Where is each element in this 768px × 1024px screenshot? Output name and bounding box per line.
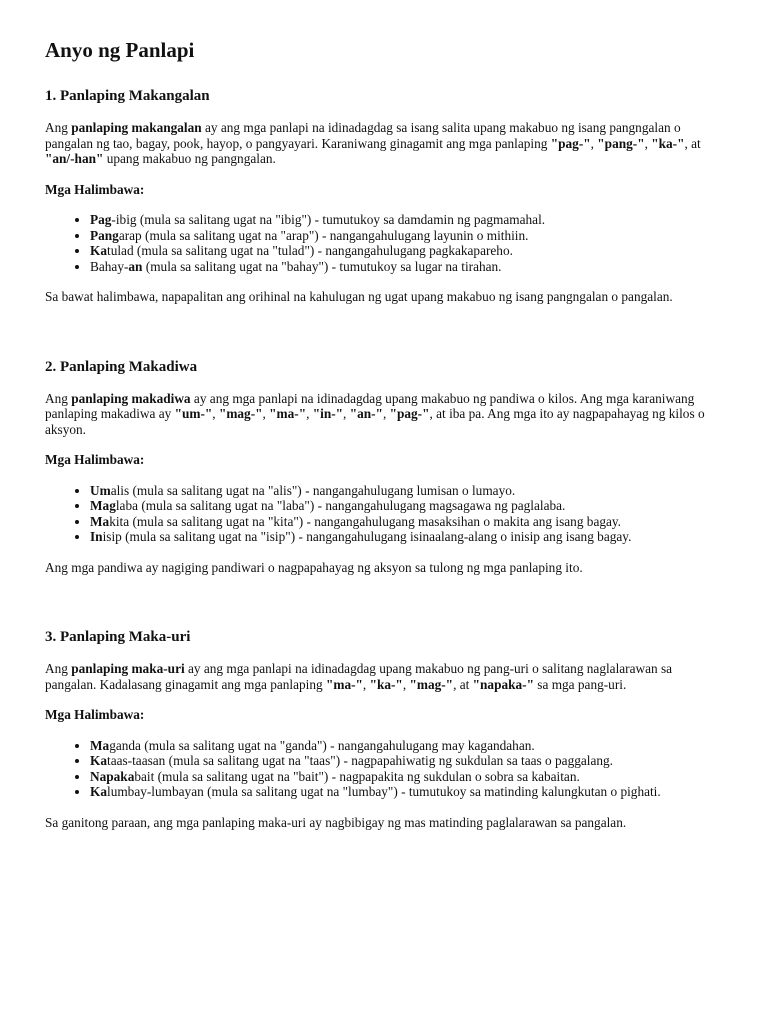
examples-list xyxy=(45,483,723,545)
section-2 xyxy=(45,358,723,576)
section-conclusion: Sa bawat halimbawa, napapalitan ang orihinal na kahulugan ng ugat upang makabuo ng isang pangngalan o pangalan. xyxy=(45,289,673,304)
example-item xyxy=(90,498,723,514)
example-item xyxy=(90,753,723,769)
section-conclusion: Ang mga pandiwa ay nagiging pandiwari o nagpapahayag ng aksyon sa tulong ng mga panlaping ito. xyxy=(45,559,583,575)
bold-text: "napaka-" xyxy=(472,676,534,692)
bold-text: "an/-han" xyxy=(45,151,104,166)
text-run: ay ang mga panlapi na idinadagdag upang makabuo ng pandiwa o kilos. Ang mga karaniwang panlaping makadiwa ay xyxy=(45,390,695,421)
bold-text: "ma-" xyxy=(326,676,363,692)
example-item xyxy=(90,228,723,244)
examples-list xyxy=(45,738,723,800)
text-run: -ibig (mula sa salitang ugat na "ibig") - tumutukoy sa damdamin ng pagmamahal. xyxy=(111,212,546,227)
text-run: , at iba pa. Ang mga ito ay nagpapahayag ng kilos o aksyon. xyxy=(45,406,705,437)
section-3 xyxy=(45,628,723,830)
section-intro xyxy=(45,120,723,167)
text-run: , xyxy=(644,135,652,151)
section-intro xyxy=(45,391,723,438)
bold-text: "pag-" xyxy=(389,406,430,421)
text-run: ay ang mga panlapi na idinadagdag sa isang salita upang makabuo ng isang pangngalan o pangalan ng tao, bagay, pook, hayop, o pangyayari. Karaniwang ginagamit ang mga panlaping xyxy=(45,120,681,151)
bold-text: panlaping makadiwa xyxy=(71,390,191,406)
section-heading: 1. Panlaping Makangalan xyxy=(45,88,210,104)
example-item xyxy=(90,243,723,259)
text-run: bait (mula sa salitang ugat na "bait") - nagpapakita ng sukdulan o sobra sa kabaitan. xyxy=(134,768,580,784)
bold-text: Ka xyxy=(90,784,107,799)
section-heading: 2. Panlaping Makadiwa xyxy=(45,358,198,375)
bold-text: Ka xyxy=(90,243,107,258)
example-item xyxy=(90,738,723,754)
text-run: lumbay-lumbayan (mula sa salitang ugat na "lumbay") - tumutukoy sa matinding kalungkutan o pighati. xyxy=(107,784,661,799)
bold-text: Ma xyxy=(90,513,110,529)
example-item xyxy=(90,514,723,530)
bold-text: Mag xyxy=(90,498,116,513)
examples-label: Mga Halimbawa: xyxy=(45,452,145,467)
text-run: Ang xyxy=(45,390,72,406)
bold-text: panlaping maka-uri xyxy=(71,661,185,676)
example-item xyxy=(90,212,723,228)
example-item xyxy=(90,483,723,499)
example-item xyxy=(90,784,723,800)
text-run: ay ang mga panlapi na idinadagdag upang makabuo ng pang-uri o salitang naglalarawan sa pangalan. Kadalasang ginagamit ang mga panlaping xyxy=(45,661,673,692)
text-run: Bahay- xyxy=(90,258,129,274)
section-conclusion: Sa ganitong paraan, ang mga panlaping maka-uri ay nagbibigay ng mas matinding paglalarawan sa pangalan. xyxy=(45,814,627,830)
bold-text: "an-" xyxy=(349,406,383,421)
examples-label: Mga Halimbawa: xyxy=(45,707,145,722)
bold-text: "in-" xyxy=(312,406,344,421)
page-title: Anyo ng Panlapi xyxy=(45,38,195,62)
bold-text: "ka-" xyxy=(651,135,685,151)
text-run: , xyxy=(306,406,313,421)
section-gap xyxy=(45,320,723,358)
bold-text: Ka xyxy=(90,753,107,768)
text-run: ganda (mula sa salitang ugat na "ganda") - nangangahulugang may kagandahan. xyxy=(109,737,535,753)
bold-text: panlaping makangalan xyxy=(71,120,202,135)
example-item xyxy=(90,259,723,275)
text-run: , xyxy=(382,406,390,421)
text-run: sa mga pang-uri. xyxy=(533,676,627,692)
bold-text: "ka-" xyxy=(369,676,403,692)
text-run: alis (mula sa salitang ugat na "alis") - nangangahulugang lumisan o lumayo. xyxy=(110,482,516,498)
section-gap xyxy=(45,590,723,628)
text-run: , xyxy=(362,676,370,692)
bold-text: "mag-" xyxy=(218,406,263,421)
text-run: , xyxy=(262,406,270,421)
text-run: taas-taasan (mula sa salitang ugat na "taas") - nagpapahiwatig ng sukdulan sa taas o paggalang. xyxy=(107,753,613,768)
bold-text: "pang-" xyxy=(597,135,645,151)
text-run: Ang xyxy=(45,120,72,135)
sections-container xyxy=(45,87,723,830)
bold-text: Napaka xyxy=(90,768,135,784)
section-1 xyxy=(45,87,723,305)
examples-list xyxy=(45,212,723,274)
bold-text: Ma xyxy=(90,737,110,753)
example-item xyxy=(90,769,723,785)
bold-text: "ma-" xyxy=(269,406,307,421)
text-run: , xyxy=(212,406,219,421)
bold-text: Pang xyxy=(90,227,119,243)
text-run: kita (mula sa salitang ugat na "kita") - nangangahulugang masaksihan o makita ang isang bagay. xyxy=(109,513,622,529)
bold-text: Pag xyxy=(90,212,112,227)
text-run: , xyxy=(402,676,410,692)
text-run: , at xyxy=(684,135,701,151)
text-run: laba (mula sa salitang ugat na "laba") - nangangahulugang magsagawa ng paglalaba. xyxy=(115,498,566,513)
bold-text: In xyxy=(90,529,103,544)
bold-text: "pag-" xyxy=(550,135,591,151)
bold-text: Um xyxy=(90,482,111,498)
text-run: arap (mula sa salitang ugat na "arap") - nangangahulugang layunin o mithiin. xyxy=(118,227,529,243)
bold-text: "mag-" xyxy=(409,676,454,692)
bold-text: "um-" xyxy=(174,406,213,421)
text-run: isip (mula sa salitang ugat na "isip") - nangangahulugang isinaalang-alang o inisip ang isang bagay. xyxy=(102,529,632,544)
text-run: (mula sa salitang ugat na "bahay") - tumutukoy sa lugar na tirahan. xyxy=(142,258,502,274)
section-heading: 3. Panlaping Maka-uri xyxy=(45,629,191,645)
bold-text: an xyxy=(128,258,143,274)
text-run: , xyxy=(590,135,598,151)
examples-label: Mga Halimbawa: xyxy=(45,181,145,197)
text-run: , xyxy=(343,406,350,421)
text-run: tulad (mula sa salitang ugat na "tulad") - nangangahulugang pagkakapareho. xyxy=(107,243,513,258)
text-run: , at xyxy=(453,676,473,692)
section-intro xyxy=(45,661,723,692)
text-run: Ang xyxy=(45,661,72,676)
example-item xyxy=(90,529,723,545)
text-run: upang makabuo ng pangngalan. xyxy=(103,151,276,166)
